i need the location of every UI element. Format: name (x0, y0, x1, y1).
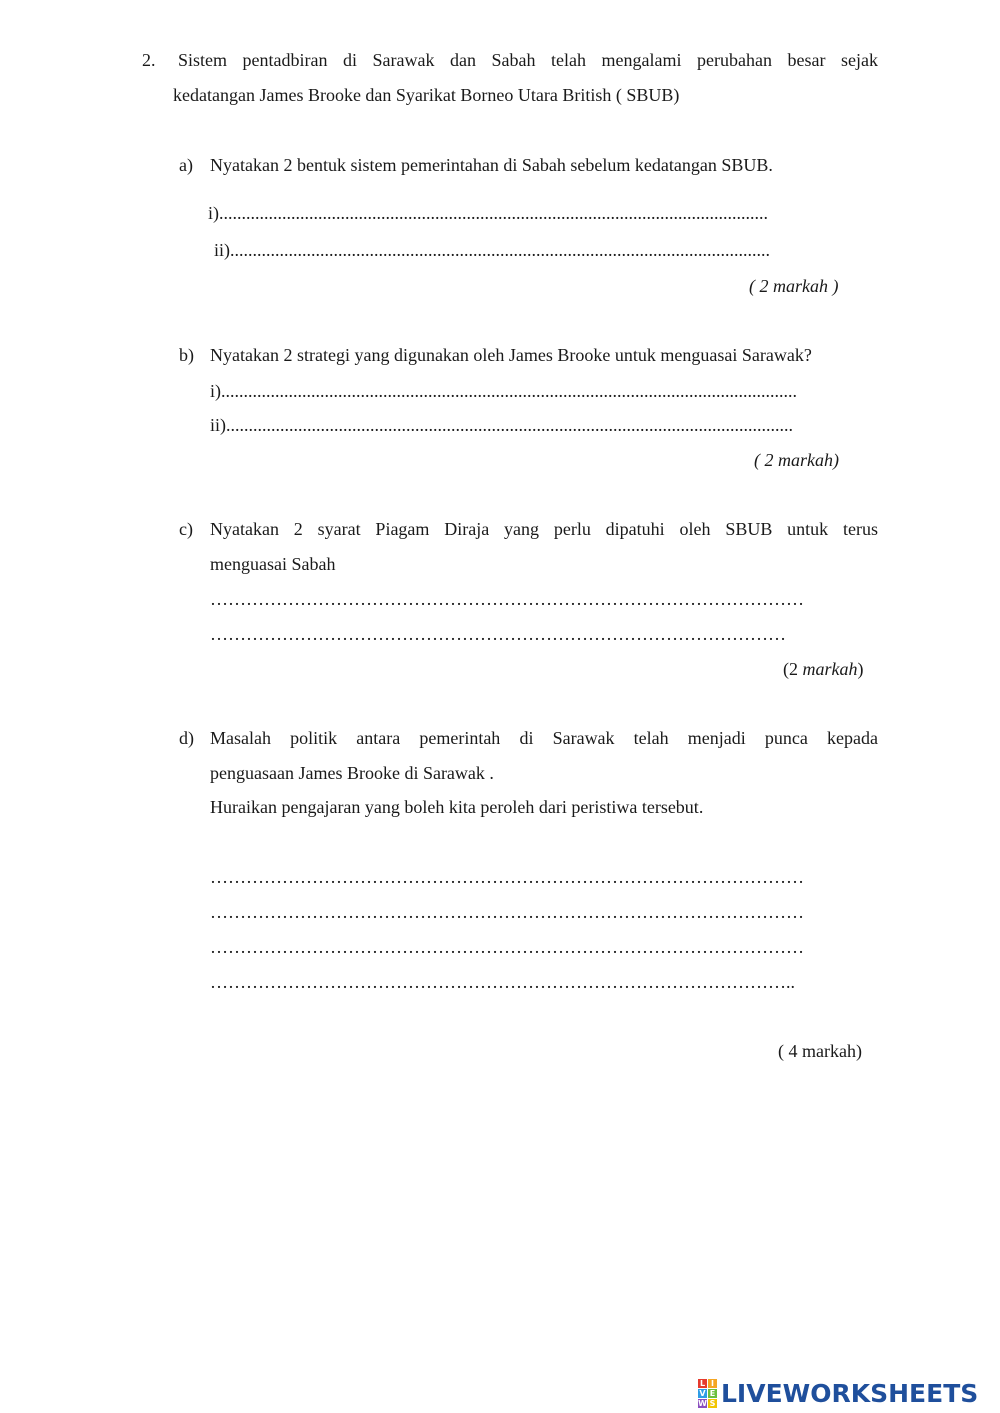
part-b-text: Nyatakan 2 strategi yang digunakan oleh James Brooke untuk menguasai Sarawak? (210, 345, 812, 365)
part-a-answer-line-2[interactable]: ii)........................................................................................................................ (214, 240, 770, 260)
question-line-2: kedatangan James Brooke dan Syarikat Borneo Utara British ( SBUB) (173, 85, 680, 105)
part-d-answer-line-4[interactable]: …………………………………………………………………………………….. (210, 972, 795, 992)
question-line-1: Sistem pentadbiran di Sarawak dan Sabah telah mengalami perubahan besar sejak (178, 50, 878, 70)
logo-block-v: V (699, 1388, 706, 1398)
part-c-marks-word: markah (802, 659, 858, 679)
part-c-line-1: Nyatakan 2 syarat Piagam Diraja yang perlu dipatuhi oleh SBUB untuk terus (210, 519, 878, 539)
liveworksheets-logo (698, 1378, 978, 1408)
logo-block-i: I (708, 1379, 717, 1388)
part-b-label: b) (179, 345, 194, 365)
part-c-marks (783, 659, 864, 680)
part-a-marks: ( 2 markah ) (749, 276, 839, 296)
question-number: 2. (142, 50, 156, 70)
part-d-answer-line-1[interactable]: ……………………………………………………………………………………… (210, 867, 804, 887)
part-c-marks-close: ) (857, 659, 864, 679)
part-d-line-1: Masalah politik antara pemerintah di Sarawak telah menjadi punca kepada (210, 728, 878, 748)
part-d-answer-line-3[interactable]: ……………………………………………………………………………………… (210, 937, 804, 957)
part-c-marks-open: (2 (783, 659, 803, 679)
liveworksheets-logo-icon (698, 1379, 717, 1408)
part-b-answer-line-1[interactable]: i)................................................................................................................................ (210, 381, 797, 401)
logo-block-l: L (699, 1378, 706, 1388)
part-d-line-2: penguasaan James Brooke di Sarawak . (210, 763, 494, 783)
part-a-answer-line-1[interactable]: i).......................................................................................................................... (208, 203, 768, 223)
logo-block-e: E (709, 1388, 716, 1398)
logo-block-w: W (698, 1398, 707, 1408)
part-c-answer-line-2[interactable]: …………………………………………………………………………………… (210, 624, 786, 644)
part-d-label: d) (179, 728, 194, 748)
part-d-answer-line-2[interactable]: ……………………………………………………………………………………… (210, 902, 804, 922)
part-c-answer-line-1[interactable]: ……………………………………………………………………………………… (210, 589, 804, 609)
part-b-answer-line-2[interactable]: ii).............................................................................................................................. (210, 415, 793, 435)
part-d-line-3: Huraikan pengajaran yang boleh kita peroleh dari peristiwa tersebut. (210, 797, 704, 817)
part-d-marks: ( 4 markah) (778, 1041, 862, 1061)
logo-block-s: S (709, 1398, 716, 1408)
liveworksheets-logo-text: LIVEWORKSHEETS (721, 1378, 979, 1408)
part-c-line-2: menguasai Sabah (210, 554, 336, 574)
part-c-label: c) (179, 519, 193, 539)
part-a-label: a) (179, 155, 193, 175)
part-a-text: Nyatakan 2 bentuk sistem pemerintahan di Sabah sebelum kedatangan SBUB. (210, 155, 773, 175)
part-b-marks: ( 2 markah) (754, 450, 839, 470)
